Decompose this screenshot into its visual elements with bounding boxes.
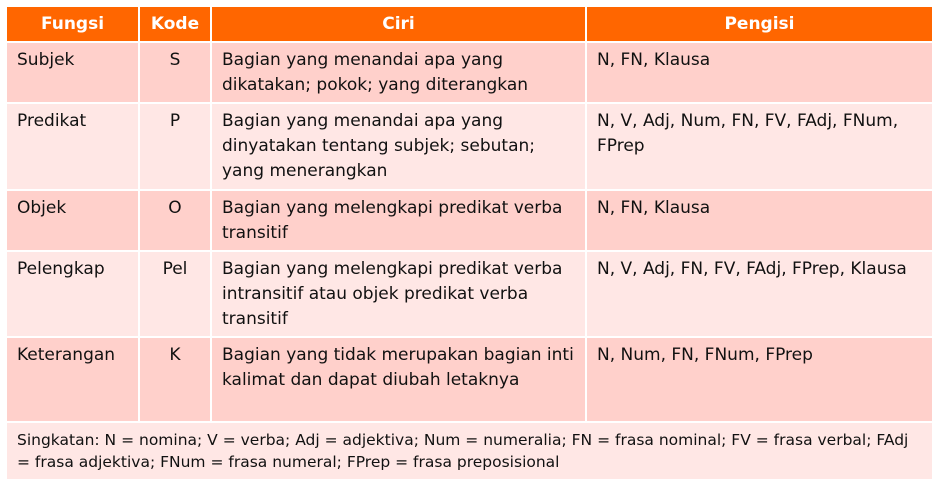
header-fungsi: Fungsi xyxy=(7,7,140,43)
cell-kode: O xyxy=(140,191,212,252)
syntactic-function-table xyxy=(7,7,932,479)
cell-pengisi: N, V, Adj, Num, FN, FV, FAdj, FNum, FPrep xyxy=(587,104,932,191)
table-row xyxy=(7,43,932,104)
cell-pengisi: N, FN, Klausa xyxy=(587,43,932,104)
cell-fungsi: Predikat xyxy=(7,104,140,191)
cell-fungsi: Subjek xyxy=(7,43,140,104)
table-row xyxy=(7,191,932,252)
cell-pengisi: N, FN, Klausa xyxy=(587,191,932,252)
table-row xyxy=(7,338,932,423)
cell-ciri: Bagian yang tidak merupakan bagian inti kalimat dan dapat diubah letaknya xyxy=(212,338,587,423)
header-pengisi: Pengisi xyxy=(587,7,932,43)
cell-kode: S xyxy=(140,43,212,104)
cell-pengisi: N, V, Adj, FN, FV, FAdj, FPrep, Klausa xyxy=(587,252,932,338)
abbreviation-footnote: Singkatan: N = nomina; V = verba; Adj = adjektiva; Num = numeralia; FN = frasa nominal; FV = frasa verbal; FAdj = frasa adjektiva; FNum = frasa numeral; FPrep = frasa preposisional xyxy=(7,423,932,479)
cell-pengisi: N, Num, FN, FNum, FPrep xyxy=(587,338,932,423)
cell-kode: Pel xyxy=(140,252,212,338)
cell-fungsi: Objek xyxy=(7,191,140,252)
cell-ciri: Bagian yang melengkapi predikat verba intransitif atau objek predikat verba transitif xyxy=(212,252,587,338)
table-header-row xyxy=(7,7,932,43)
table-footnote-row xyxy=(7,423,932,479)
cell-fungsi: Keterangan xyxy=(7,338,140,423)
table-row xyxy=(7,104,932,191)
cell-fungsi: Pelengkap xyxy=(7,252,140,338)
table-row xyxy=(7,252,932,338)
header-ciri: Ciri xyxy=(212,7,587,43)
cell-kode: P xyxy=(140,104,212,191)
cell-ciri: Bagian yang menandai apa yang dinyatakan tentang subjek; sebutan; yang menerangkan xyxy=(212,104,587,191)
cell-ciri: Bagian yang melengkapi predikat verba transitif xyxy=(212,191,587,252)
cell-ciri: Bagian yang menandai apa yang dikatakan; pokok; yang diterangkan xyxy=(212,43,587,104)
cell-kode: K xyxy=(140,338,212,423)
header-kode: Kode xyxy=(140,7,212,43)
